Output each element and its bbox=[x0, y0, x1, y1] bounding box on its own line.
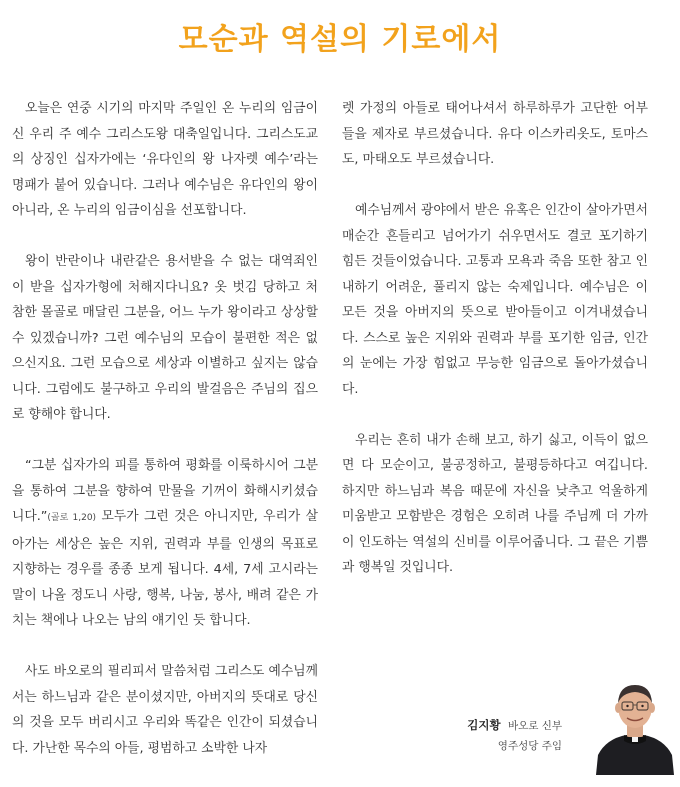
paragraph: 예수님께서 광야에서 받은 유혹은 인간이 살아가면서 매순간 흔들리고 넘어가기 쉬우면서도 결코 포기하기 힘든 것들이었습니다. 고통과 모욕과 죽음 또한 참고 인내하기 어려운, 풀리지 않는 숙제입니다. 예수님은 이 모든 것을 아버지의 뜻으로 받아들이고 이겨내셨습니다. 스스로 높은 지위와 권력과 부를 포기한 임금, 인간의 눈에는 가장 힘없고 무능한 임금으로 돌아가셨습니다. bbox=[342, 203, 648, 397]
bible-reference: (골로 1,20) bbox=[47, 513, 97, 523]
paragraph-text: 모두가 그런 것은 아니지만, 우리가 살아가는 세상은 높은 지위, 권력과 부를 인생의 목표로 지향하는 경우를 종종 보게 됩니다. 4세, 7세 고시라는 말이 나올 정도니 사랑, 행복, 나눔, 봉사, 배려 같은 가치는 책에나 나오는 남의 얘기인 듯 합니다. bbox=[12, 509, 319, 628]
paragraph: 오늘은 연중 시기의 마지막 주일인 온 누리의 임금이신 우리 주 예수 그리스도왕 대축일입니다. 그리스도교의 상징인 십자가에는 ‘유다인의 왕 나자렛 예수’라는 명패가 붙어 있습니다. 그러나 예수님은 유다인의 왕이 아니라, 온 누리의 임금이심을 선포합니다. bbox=[12, 101, 318, 218]
author-photo bbox=[596, 675, 674, 775]
author-role: 바오로 신부 bbox=[507, 720, 562, 732]
article-column-right bbox=[342, 96, 648, 606]
bible-quote: “그분 십자가의 피를 통하여 평화를 이룩하시어 그분을 통하여 그분을 향하여 만물을 기꺼이 화해시키셨습니다.” bbox=[12, 458, 318, 524]
article-column-left bbox=[12, 96, 318, 787]
paragraph bbox=[12, 453, 318, 634]
page-title: 모순과 역설의 기로에서 bbox=[178, 22, 502, 57]
author-info bbox=[467, 715, 562, 756]
paragraph: 렛 가정의 아들로 태어나셔서 하루하루가 고단한 어부들을 제자로 부르셨습니다. 유다 이스카리옷도, 토마스도, 마태오도 부르셨습니다. bbox=[342, 101, 648, 167]
paragraph: 왕이 반란이나 내란같은 용서받을 수 없는 대역죄인이 받을 십자가형에 처해지다니요? 옷 벗김 당하고 처참한 몰골로 매달린 그분을, 어느 누가 왕이라고 상상할 수 있겠습니까? 그런 예수님의 모습이 불편한 적은 없으신지요. 그런 모습으로 세상과 이별하고 싶지는 않습니다. 그럼에도 불구하고 우리의 발걸음은 주님의 집으로 향해야 합니다. bbox=[12, 254, 318, 422]
author-name: 김지황 bbox=[467, 718, 501, 732]
author-affiliation: 영주성당 주임 bbox=[497, 740, 562, 752]
priest-portrait-icon bbox=[596, 675, 674, 775]
paragraph: 사도 바오로의 필리피서 말씀처럼 그리스도 예수님께서는 하느님과 같은 분이셨지만, 아버지의 뜻대로 당신의 것을 모두 버리시고 우리와 똑같은 인간이 되셨습니다. 가난한 목수의 아들, 평범하고 소박한 나자 bbox=[12, 664, 318, 756]
author-block bbox=[374, 665, 674, 775]
paragraph: 우리는 흔히 내가 손해 보고, 하기 싫고, 이득이 없으면 다 모순이고, 불공정하고, 불평등하다고 여깁니다. 하지만 하느님과 복음 때문에 자신을 낮추고 억울하게 미움받고 모함받은 경험은 오히려 나를 주님께 더 가까이 인도하는 역설의 신비를 이루어줍니다. 그 끝은 기쁨과 행복일 것입니다. bbox=[342, 432, 648, 575]
